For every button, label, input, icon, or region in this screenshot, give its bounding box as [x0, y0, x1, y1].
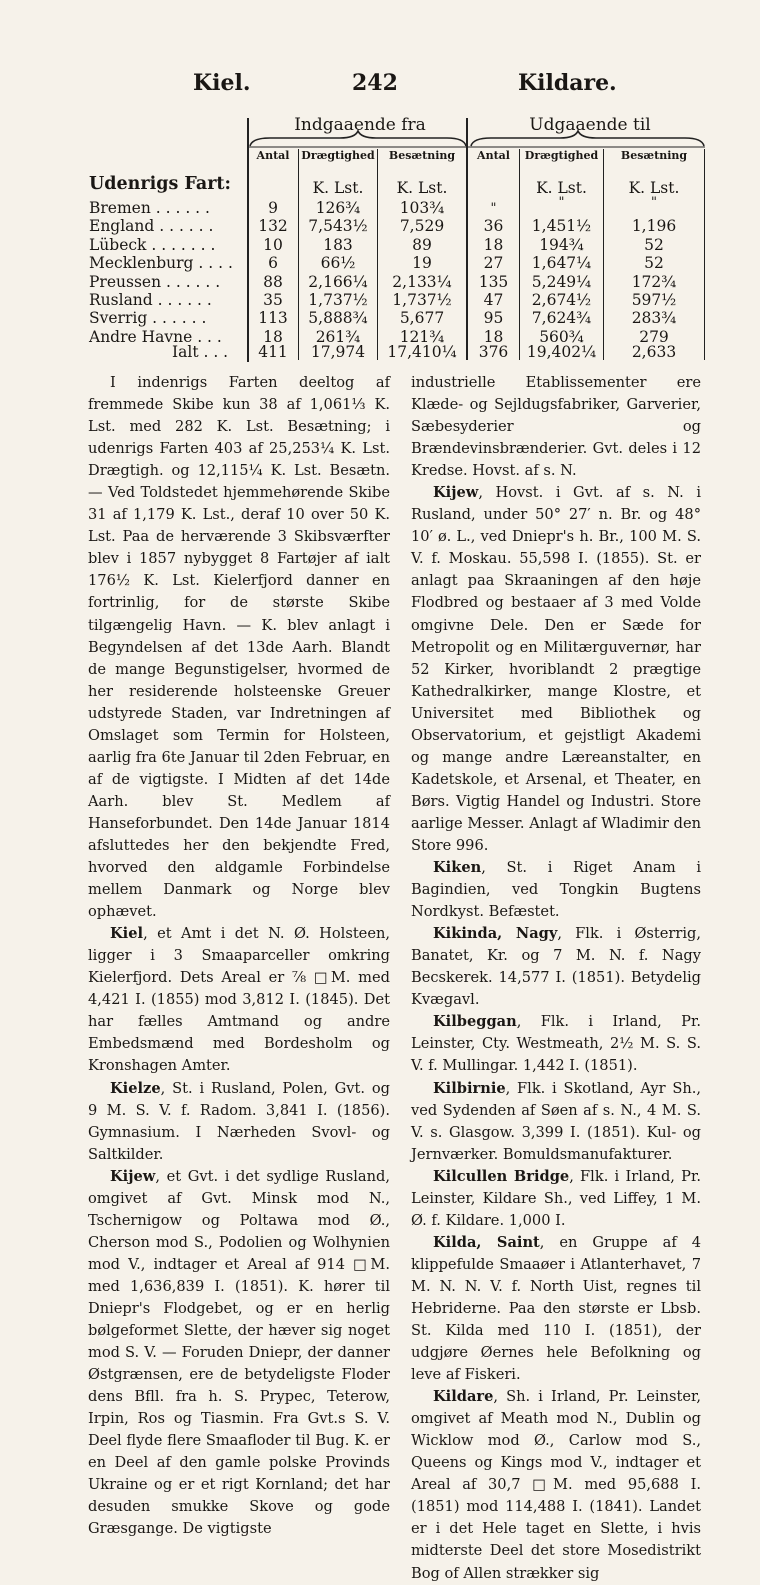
- unit-label: K. Lst.: [536, 179, 587, 197]
- ditto-mark: ": [651, 195, 657, 210]
- table-cell: 1,451½: [531, 217, 592, 236]
- row-label: Mecklenburg . . . .: [89, 254, 233, 273]
- left-text-column: [88, 372, 390, 1540]
- table-cell: 89: [412, 235, 432, 254]
- subheader-antal-out: Antal: [477, 149, 510, 162]
- table-cell: 10: [263, 235, 283, 254]
- ditto-mark: ": [490, 201, 497, 216]
- table-cell: 103¾: [399, 199, 445, 217]
- table-cell: 6: [268, 254, 278, 273]
- entry-kijew-city: Kijew, Hovst. i Gvt. af s. N. i Rusland, under 50° 27′ n. Br. og 48° 10′ ø. L., ved Dniepr's h. Br., 100 M. S. V. f. Moskau. 55,598 I. (1855). St. er anlagt paa Skraaningen af den høje Flodbred og bestaaer af 3 med Volde omgivne Dele. Den er Sæde for Metropolit og en Militærguvernør, har 52 Kirker, hvoriblandt 2 prægtige Kathedralkirker, mange Klostre, et Universitet med Bibliothek og Observatorium, et gejstligt Akademi og mange andre Læreanstalter, en Kadetskole, et Arsenal, et Theater, en Børs. Vigtig Handel og Industri. Store aarlige Messer. Anlagt af Wladimir den Store 996.: [411, 484, 701, 854]
- table-cell: 279: [639, 327, 669, 346]
- total-cell: 19,402¼: [526, 343, 597, 361]
- table-cell: 35: [263, 291, 283, 309]
- entry-kikinda: Kikinda, Nagy, Flk. i Østerrig, Banatet, Kr. og 7 M. N. f. Nagy Becskerek. 14,577 I. (1851). Betydelig Kvægavl.: [411, 925, 702, 1009]
- table-cell: 18: [483, 235, 504, 254]
- paragraph: I indenrigs Farten deeltog af fremmede Skibe kun 38 af 1,061⅓ K. Lst. med 282 K. Lst. Besætning; i udenrigs Farten 403 af 25,253¼ K. Lst. Drægtigh. og 12,115¼ K. Lst. Besætn. — Ved Toldstedet hjemmehørende Skibe 31 af 1,179 K. Lst., deraf 10 over 50 K. Lst. Paa de herværende 3 Skibsværfter blev i 1857 nybygget 8 Fartøjer af ialt 176½ K. Lst. Kielerfjord danner en fortrinlig, for de største Skibe tilgængelig Havn. — K. blev anlagt i Begyndelsen af det 13de Aarh. Blandt de mange Begunstigelser, hvormed de her residerende holsteenske Greuer udstyrede Staden, var Indretningen af Omslaget som Termin for Holsteen, aarlig fra 6te Januar til 2den Februar, en af de vigtigste. I Midten af det 14de Aarh. blev St. Medlem af Hanseforbundet. Den 14de Januar 1814 afsluttedes her den bekjendte Fred, hvorved den aldgamle Forbindelse mellem Danmark og Norge blev ophævet.: [88, 374, 390, 921]
- section-label: Udenrigs Fart:: [89, 174, 231, 194]
- subheader-crew-in: Besætning: [388, 149, 456, 162]
- table-cell: 1,647¼: [531, 254, 592, 273]
- table-cell: 66½: [320, 254, 356, 273]
- table-cell: 2,674½: [531, 291, 592, 309]
- total-cell: 2,633: [631, 343, 677, 361]
- page-number: 242: [352, 70, 398, 96]
- table-cell: 1,737½: [308, 291, 368, 309]
- table-cell: 18: [263, 327, 283, 346]
- table-cell: 183: [323, 235, 353, 254]
- row-label: Andre Havne . . .: [89, 327, 222, 346]
- subheader-crew-out: Besætning: [620, 149, 688, 162]
- running-head-right: Kildare.: [518, 70, 617, 96]
- table-cell: 597½: [631, 291, 677, 309]
- table-cell: 172¾: [631, 272, 677, 291]
- table-cell: 5,677: [399, 309, 445, 328]
- table-cell: 135: [478, 272, 509, 291]
- table-cell: 1,196: [631, 217, 677, 236]
- table-cell: 126¾: [315, 199, 361, 217]
- row-label: Sverrig . . . . . .: [89, 309, 207, 328]
- table-braces: [0, 0, 760, 160]
- table-cell: 7,543½: [308, 217, 368, 236]
- table-cell: 7,624¾: [531, 309, 592, 328]
- unit-label: K. Lst.: [628, 179, 680, 197]
- table-cell: 19: [412, 254, 432, 273]
- subheader-tonnage-in: Drægtighed: [301, 149, 375, 162]
- row-label: Lübeck . . . . . . .: [89, 235, 216, 254]
- table-cell: 52: [644, 235, 664, 254]
- total-cell: 17,974: [310, 343, 366, 361]
- right-text-column: [411, 372, 701, 1585]
- running-head-left: Kiel.: [193, 70, 251, 96]
- row-label: Rusland . . . . . .: [89, 291, 212, 309]
- entry-kilbirnie: Kilbirnie, Flk. i Skotland, Ayr Sh., ved Sydenden af Søen af s. N., 4 M. S. V. s. Glasgow. 3,399 I. (1851). Kul- og Jernværker. Bomuldsmanufakturer.: [411, 1079, 701, 1163]
- ditto-mark: ": [558, 195, 565, 210]
- table-cell: 560¾: [539, 327, 584, 346]
- total-cell: 17,410¼: [387, 343, 457, 361]
- paragraph: industrielle Etablissementer ere Klæde- og Sejldugsfabriker, Garverier, Sæbesyderier og Brændevinsbrænderier. Gvt. deles i 12 Kredse. Hovst. af s. N.: [411, 374, 701, 480]
- table-cell: 2,166¼: [308, 272, 368, 291]
- entry-kilcullen-bridge: Kilcullen Bridge, Flk. i Irland, Pr. Leinster, Kildare Sh., ved Liffey, 1 M. Ø. f. Kildare. 1,000 I.: [411, 1167, 701, 1229]
- shipping-table: [0, 0, 760, 372]
- table-cell: 194¾: [539, 235, 584, 254]
- entry-kilda-saint: Kilda, Saint, en Gruppe af 4 klippefulde Smaaøer i Atlanterhavet, 7 M. N. N. V. f. North Uist, regnes til Hebriderne. Paa den største er Lbsb. St. Kilda med 110 I. (1851), der udgjøre Øernes hele Befolkning og leve af Fiskeri.: [411, 1233, 701, 1384]
- total-label: Ialt . . .: [172, 343, 229, 361]
- entry-kielze: Kielze, St. i Rusland, Polen, Gvt. og 9 M. S. V. f. Radom. 3,841 I. (1856). Gymnasium. I Nærheden Svovl- og Saltkilder.: [88, 1079, 390, 1163]
- table-cell: 132: [258, 217, 288, 236]
- table-cell: 283¾: [631, 309, 677, 328]
- table-cell: 47: [483, 291, 504, 309]
- table-cell: 7,529: [399, 217, 445, 236]
- table-cell: 261¾: [315, 327, 361, 346]
- entry-kijew-gvt: Kijew, et Gvt. i det sydlige Rusland, omgivet af Gvt. Minsk mod N., Tschernigow og Poltawa mod Ø., Cherson mod S., Podolien og Wolhynien mod V., indtager et Areal af 914 □M. med 1,636,839 I. (1851). K. hører til Dniepr's Flodgebet, og er en herlig bølgeformet Slette, der hæver sig noget mod S. V. — Foruden Dniepr, der danner Østgrænsen, ere de betydeligste Floder dens Bfll. fra h. S. Prypec, Teterow, Irpin, Ros og Tiasmin. Fra Gvt.s S. V. Deel flyde flere Smaafloder til Bug. K. er en Deel af den gamle polske Provinds Ukraine og er et rigt Kornland; det har desuden smukke Skove og gode Græsgange. De vigtigste: [88, 1167, 390, 1538]
- table-cell: 27: [483, 254, 504, 273]
- unit-label: K. Lst.: [312, 179, 364, 197]
- row-label: Preussen . . . . . .: [89, 272, 221, 291]
- table-cell: 2,133¼: [392, 272, 452, 291]
- table-cell: 95: [483, 309, 504, 328]
- row-label: Bremen . . . . . .: [89, 199, 210, 217]
- entry-kilbeggan: Kilbeggan, Flk. i Irland, Pr. Leinster, Cty. Westmeath, 2½ M. S. S. V. f. Mullingar. 1,442 I. (1851).: [411, 1013, 701, 1075]
- subheader-antal-in: Antal: [256, 149, 290, 162]
- table-cell: 88: [263, 272, 283, 291]
- table-cell: 5,249¼: [531, 272, 592, 291]
- unit-label: K. Lst.: [396, 179, 448, 197]
- table-cell: 52: [644, 254, 664, 273]
- group-header-outgoing: Udgaaende til: [529, 115, 651, 135]
- table-cell: 1,737½: [392, 291, 452, 309]
- table-cell: 113: [258, 309, 288, 328]
- table-cell: 36: [483, 217, 504, 236]
- table-cell: 9: [268, 199, 278, 217]
- table-cell: 18: [483, 327, 504, 346]
- table-cell: 5,888¾: [308, 309, 368, 328]
- total-cell: 411: [258, 343, 288, 361]
- table-cell: 121¾: [399, 327, 445, 346]
- entry-kildare: Kildare, Sh. i Irland, Pr. Leinster, omgivet af Meath mod N., Dublin og Wicklow mod Ø., Carlow mod S., Queens og Kings mod V., indtager et Areal af 30,7 □M. med 95,688 I. (1851) mod 114,488 I. (1841). Landet er i det Hele taget en Slette, i hvis midterste Deel det store Mosedistrikt Bog of Allen strækker sig: [411, 1388, 701, 1582]
- subheader-tonnage-out: Drægtighed: [524, 149, 599, 162]
- row-label: England . . . . . .: [89, 217, 214, 236]
- entry-kiel-amt: Kiel, et Amt i det N. Ø. Holsteen, ligger i 3 Smaaparceller omkring Kielerfjord. Dets Areal er ⅞ □M. med 4,421 I. (1855) mod 3,812 I. (1845). Det har fælles Amtmand og andre Embedsmænd med Bordesholm og Kronshagen Amter.: [88, 925, 390, 1075]
- total-cell: 376: [478, 343, 509, 361]
- entry-kiken: Kiken, St. i Riget Anam i Bagindien, ved Tongkin Bugtens Nordkyst. Befæstet.: [411, 859, 701, 921]
- group-header-incoming: Indgaaende fra: [294, 115, 426, 135]
